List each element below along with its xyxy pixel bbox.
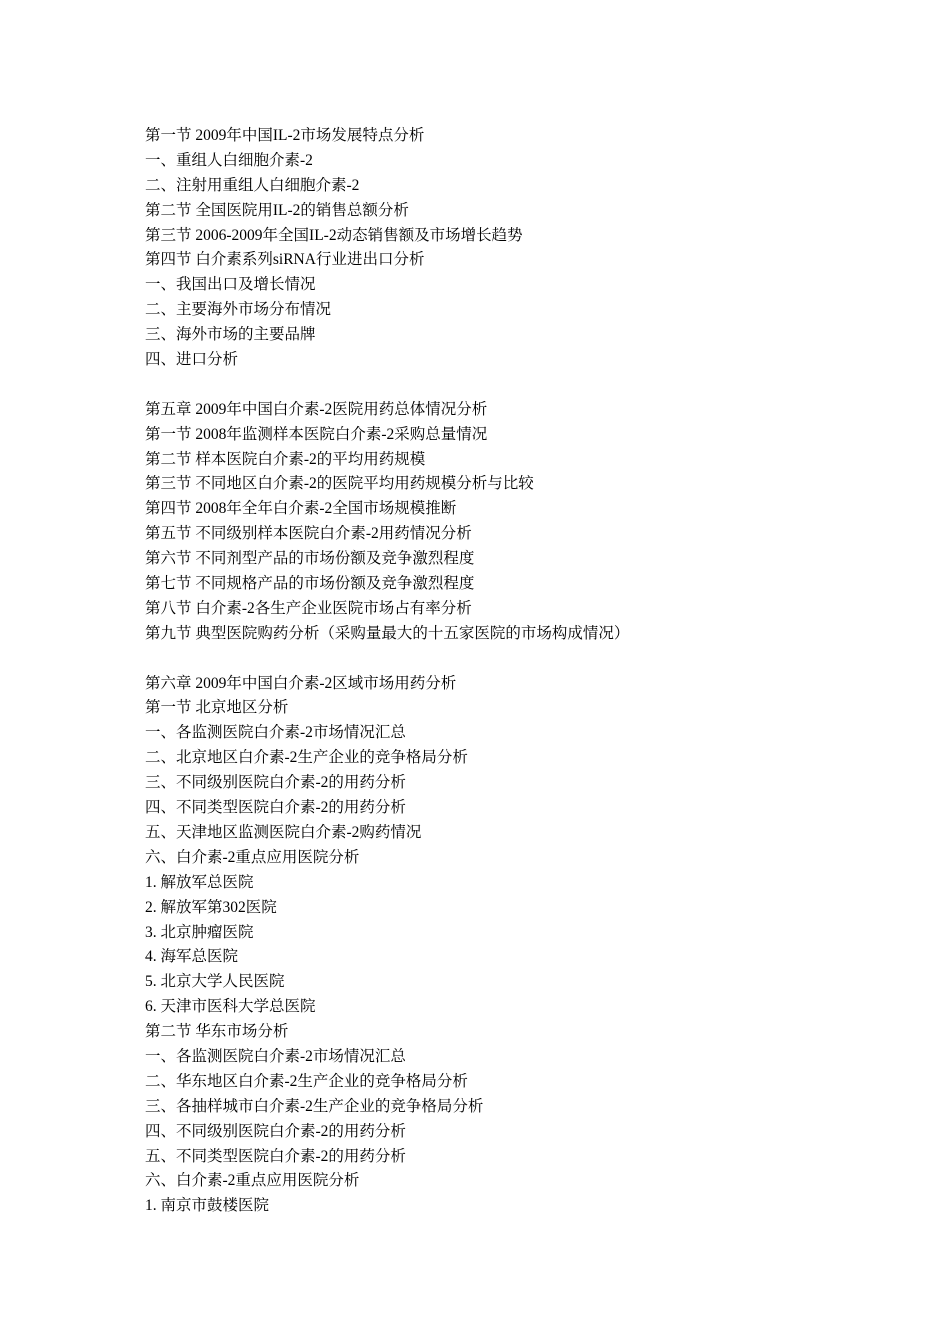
toc-line: 二、注射用重组人白细胞介素-2 xyxy=(145,176,360,194)
toc-line: 第四节 2008年全年白介素-2全国市场规模推断 xyxy=(145,500,457,518)
toc-line: 第五章 2009年中国白介素-2医院用药总体情况分析 xyxy=(145,400,488,418)
toc-line: 5. 北京大学人民医院 xyxy=(145,973,285,991)
toc-line: 第二节 样本医院白介素-2的平均用药规模 xyxy=(145,450,426,468)
toc-line: 六、白介素-2重点应用医院分析 xyxy=(145,1172,360,1190)
toc-line: 1. 解放军总医院 xyxy=(145,873,254,891)
toc-section xyxy=(145,124,905,373)
toc-line: 第一节 2009年中国IL-2市场发展特点分析 xyxy=(145,127,425,144)
toc-line: 二、华东地区白介素-2生产企业的竞争格局分析 xyxy=(145,1072,468,1090)
toc-line: 第九节 典型医院购药分析（采购量最大的十五家医院的市场构成情况） xyxy=(145,624,630,642)
toc-line: 四、进口分析 xyxy=(145,351,239,369)
toc-line: 第一节 2008年监测样本医院白介素-2采购总量情况 xyxy=(145,425,488,443)
toc-line: 6. 天津市医科大学总医院 xyxy=(145,998,316,1016)
toc-line: 一、重组人白细胞介素-2 xyxy=(145,151,313,169)
toc-line: 一、各监测医院白介素-2市场情况汇总 xyxy=(145,724,406,742)
toc-line: 第六节 不同剂型产品的市场份额及竞争激烈程度 xyxy=(145,550,475,568)
toc-section xyxy=(145,672,905,1220)
toc-line: 三、各抽样城市白介素-2生产企业的竞争格局分析 xyxy=(145,1097,484,1115)
toc-line: 3. 北京肿瘤医院 xyxy=(145,923,254,941)
toc-line: 4. 海军总医院 xyxy=(145,948,239,966)
toc-line: 第二节 华东市场分析 xyxy=(145,1023,289,1041)
toc-line: 二、主要海外市场分布情况 xyxy=(145,301,332,319)
section-gap xyxy=(145,373,905,398)
toc-line: 1. 南京市鼓楼医院 xyxy=(145,1197,270,1215)
toc-line: 三、不同级别医院白介素-2的用药分析 xyxy=(145,774,406,792)
toc-line: 一、我国出口及增长情况 xyxy=(145,276,316,294)
section-gap xyxy=(145,647,905,672)
toc-line: 第五节 不同级别样本医院白介素-2用药情况分析 xyxy=(145,525,472,543)
toc-line: 一、各监测医院白介素-2市场情况汇总 xyxy=(145,1047,406,1065)
toc-line: 第八节 白介素-2各生产企业医院市场占有率分析 xyxy=(145,599,472,617)
toc-line: 第一节 北京地区分析 xyxy=(145,699,289,717)
toc-line: 六、白介素-2重点应用医院分析 xyxy=(145,848,360,866)
toc-line: 四、不同级别医院白介素-2的用药分析 xyxy=(145,1122,406,1140)
toc-line: 第三节 2006-2009年全国IL-2动态销售额及市场增长趋势 xyxy=(145,226,523,244)
toc-line: 第六章 2009年中国白介素-2区域市场用药分析 xyxy=(145,674,457,692)
toc-line: 第三节 不同地区白介素-2的医院平均用药规模分析与比较 xyxy=(145,475,534,493)
toc-line: 四、不同类型医院白介素-2的用药分析 xyxy=(145,799,406,817)
toc-line: 第七节 不同规格产品的市场份额及竞争激烈程度 xyxy=(145,575,475,593)
toc-line: 五、不同类型医院白介素-2的用药分析 xyxy=(145,1147,406,1165)
toc-line: 第二节 全国医院用IL-2的销售总额分析 xyxy=(145,201,409,219)
toc-section xyxy=(145,398,905,647)
toc-line: 第四节 白介素系列siRNA行业进出口分析 xyxy=(145,251,425,269)
document-page xyxy=(145,124,905,1219)
toc-line: 二、北京地区白介素-2生产企业的竞争格局分析 xyxy=(145,749,468,767)
toc-line: 五、天津地区监测医院白介素-2购药情况 xyxy=(145,823,422,841)
toc-line: 三、海外市场的主要品牌 xyxy=(145,326,316,344)
toc-line: 2. 解放军第302医院 xyxy=(145,898,277,916)
